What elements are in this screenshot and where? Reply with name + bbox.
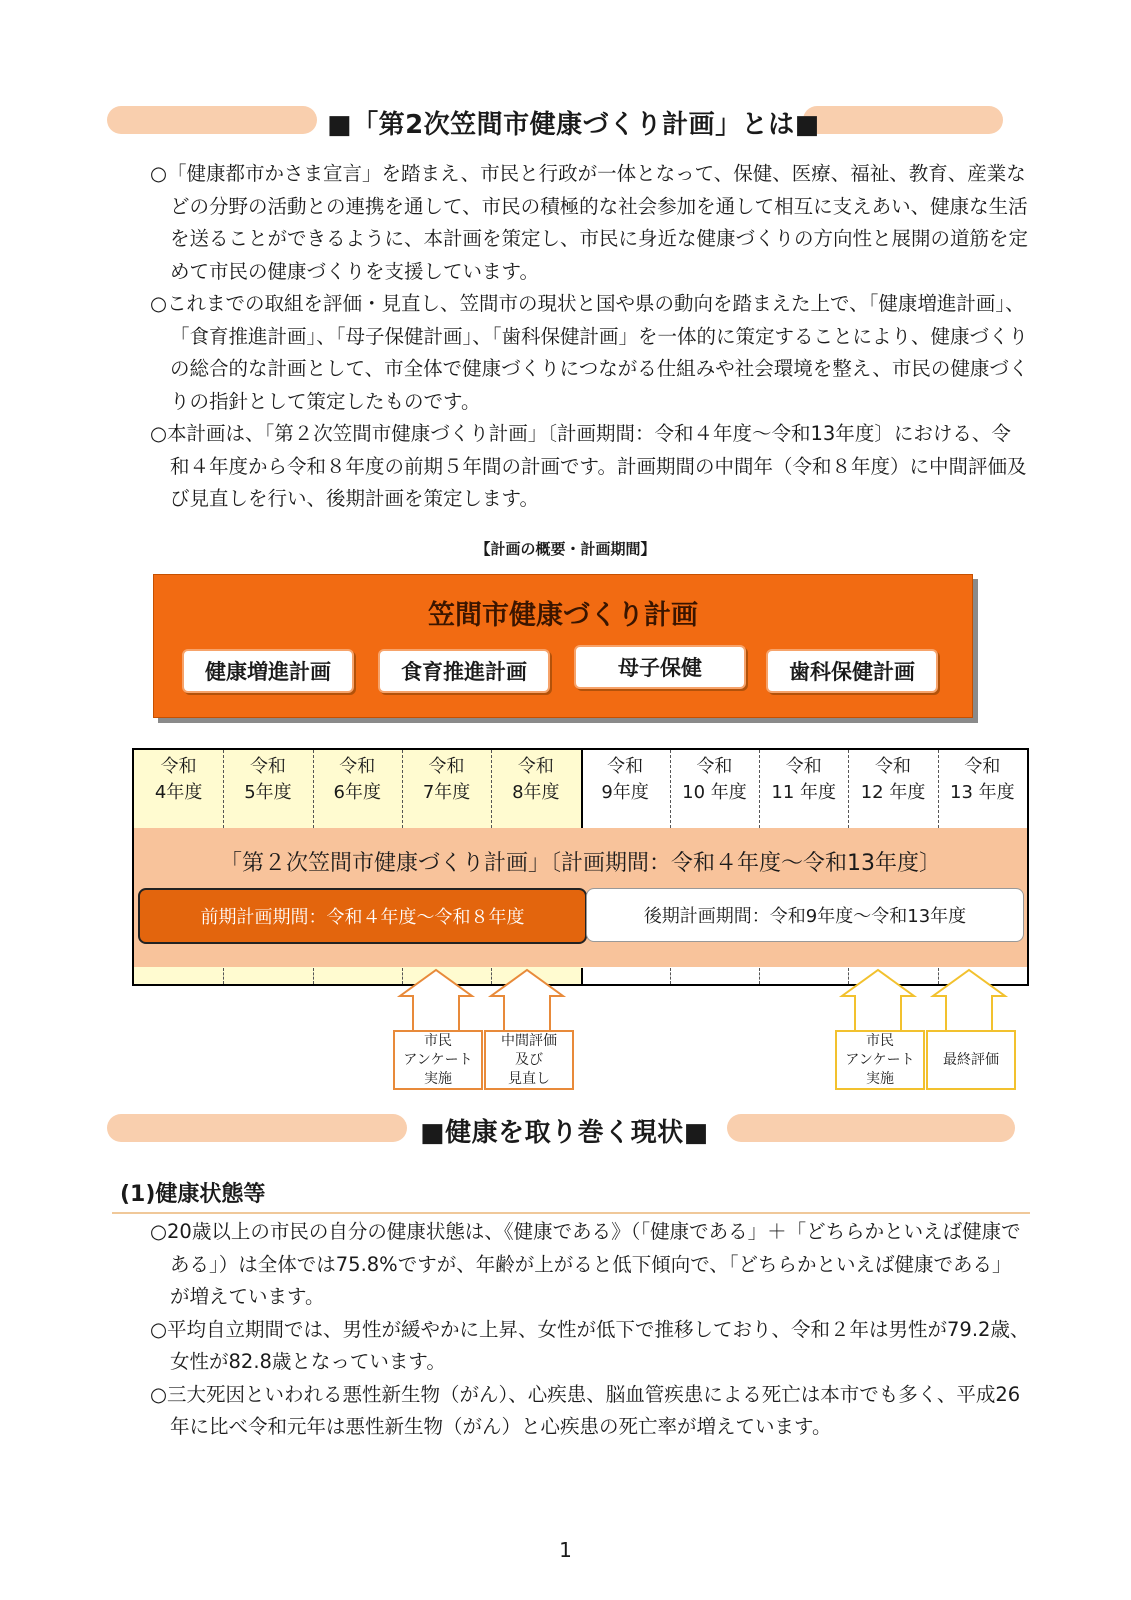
status-paragraph: ○20歳以上の市民の自分の健康状態は、《健康である》（「健康である」＋「どちらかといえば健康である」）は全体では75.8%ですが、年齢が上がると低下傾向で、「どちらかといえば健康である」が増えています。 xyxy=(150,1220,1021,1308)
event-text xyxy=(501,1032,557,1089)
section-bar-left xyxy=(107,1114,407,1142)
year-era: 令和 xyxy=(249,756,286,777)
status-paragraphs xyxy=(150,1216,1030,1444)
arrow-up-icon xyxy=(842,970,914,1030)
event-midterm-review xyxy=(484,1030,574,1090)
year-era: 令和 xyxy=(696,756,733,777)
plan-period-title: 「第２次笠間市健康づくり計画」〔計画期間：令和４年度～令和13年度〕 xyxy=(220,851,941,876)
sub-plan-food: 食育推進計画 xyxy=(378,649,550,693)
event-line: 実施 xyxy=(865,1070,894,1087)
event-line: 中間評価 xyxy=(501,1032,557,1049)
year-era: 令和 xyxy=(875,756,912,777)
year-value: 10 年度 xyxy=(682,782,747,803)
subsection-title: (1)健康状態等 xyxy=(120,1182,266,1207)
year-era: 令和 xyxy=(428,756,465,777)
section-title: ■健康を取り巻く現状■ xyxy=(420,1118,709,1148)
event-text xyxy=(403,1032,472,1089)
event-line: 実施 xyxy=(423,1070,452,1087)
event-line: 及び xyxy=(515,1051,543,1068)
plan-title: 笠間市健康づくり計画 xyxy=(428,600,698,631)
arrow-up-icon xyxy=(933,970,1005,1030)
year-era: 令和 xyxy=(339,756,376,777)
year-value: 6年度 xyxy=(333,782,381,803)
arrow-up-icon xyxy=(400,970,472,1030)
intro-paragraph: ○これまでの取組を評価・見直し、笠間市の現状と国や県の動向を踏まえた上で、「健康増進計画」、「食育推進計画」、「母子保健計画」、「歯科保健計画」を一体的に策定することにより、健康づくりの総合的な計画として、市全体で健康づくりにつながる仕組みや社会環境を整え、市民の健康づくりの指針として策定したものです。 xyxy=(150,292,1029,413)
year-value: 13 年度 xyxy=(950,782,1015,803)
status-paragraph: ○三大死因といわれる悪性新生物（がん）、心疾患、脳血管疾患による死亡は本市でも多く、平成26年に比べ令和元年は悪性新生物（がん）と心疾患の死亡率が増えています。 xyxy=(150,1382,1021,1438)
year-value: 12 年度 xyxy=(860,782,926,803)
event-text xyxy=(943,1051,999,1070)
event-line: アンケート xyxy=(845,1051,915,1068)
intro-paragraph: ○本計画は、「第２次笠間市健康づくり計画」〔計画期間：令和４年度～令和13年度〕における、令和４年度から令和８年度の前期５年間の計画です。計画期間の中間年（令和８年度）に中間評価及び見直しを行い、後期計画を策定します。 xyxy=(150,422,1027,510)
event-survey-1 xyxy=(393,1030,483,1090)
year-value: 8年度 xyxy=(512,782,560,803)
page-number: 1 xyxy=(559,1538,572,1562)
arrow-up-icon xyxy=(491,970,563,1030)
sub-plan-health: 健康増進計画 xyxy=(182,649,354,693)
event-line: 最終評価 xyxy=(943,1051,999,1068)
year-value: 7年度 xyxy=(422,782,471,803)
event-text xyxy=(845,1032,914,1089)
event-line: 見直し xyxy=(508,1070,550,1087)
year-era: 令和 xyxy=(964,756,1001,777)
diagram-caption: 【計画の概要・計画期間】 xyxy=(475,540,656,558)
year-value: 11 年度 xyxy=(771,782,837,803)
year-value: 5年度 xyxy=(244,782,292,803)
section-title: ■「第2次笠間市健康づくり計画」とは■ xyxy=(327,110,820,140)
year-era: 令和 xyxy=(517,756,554,777)
event-line: 市民 xyxy=(423,1032,452,1049)
intro-paragraph: ○「健康都市かさま宣言」を踏まえ、市民と行政が一体となって、保健、医療、福祉、教育、産業などの分野の活動との連携を通して、市民の積極的な社会参加を通して相互に支えあい、健康な生活を送ることができるように、本計画を策定し、市民に身近な健康づくりの方向性と展開の道筋を定めて市民の健康づくりを支援しています。 xyxy=(150,162,1029,283)
subsection-rule xyxy=(112,1212,1030,1214)
sub-plan-dental: 歯科保健計画 xyxy=(766,649,938,693)
year-value: 9年度 xyxy=(601,782,649,803)
event-survey-2 xyxy=(835,1030,925,1090)
early-phase-box: 前期計画期間：令和４年度～令和８年度 xyxy=(138,888,587,944)
year-era: 令和 xyxy=(160,756,197,777)
sub-plan-maternal: 母子保健 xyxy=(574,645,746,689)
late-phase-box: 後期計画期間：令和9年度～令和13年度 xyxy=(586,888,1024,942)
year-era: 令和 xyxy=(785,756,822,777)
event-final-review xyxy=(926,1030,1016,1090)
event-line: アンケート xyxy=(403,1051,473,1068)
section-bar-right xyxy=(727,1114,1015,1142)
year-era: 令和 xyxy=(607,756,644,777)
event-line: 市民 xyxy=(865,1032,894,1049)
status-paragraph: ○平均自立期間では、男性が緩やかに上昇、女性が低下で推移しており、令和２年は男性が79.2歳、女性が82.8歳となっています。 xyxy=(150,1317,1030,1373)
year-value: 4年度 xyxy=(154,782,203,803)
